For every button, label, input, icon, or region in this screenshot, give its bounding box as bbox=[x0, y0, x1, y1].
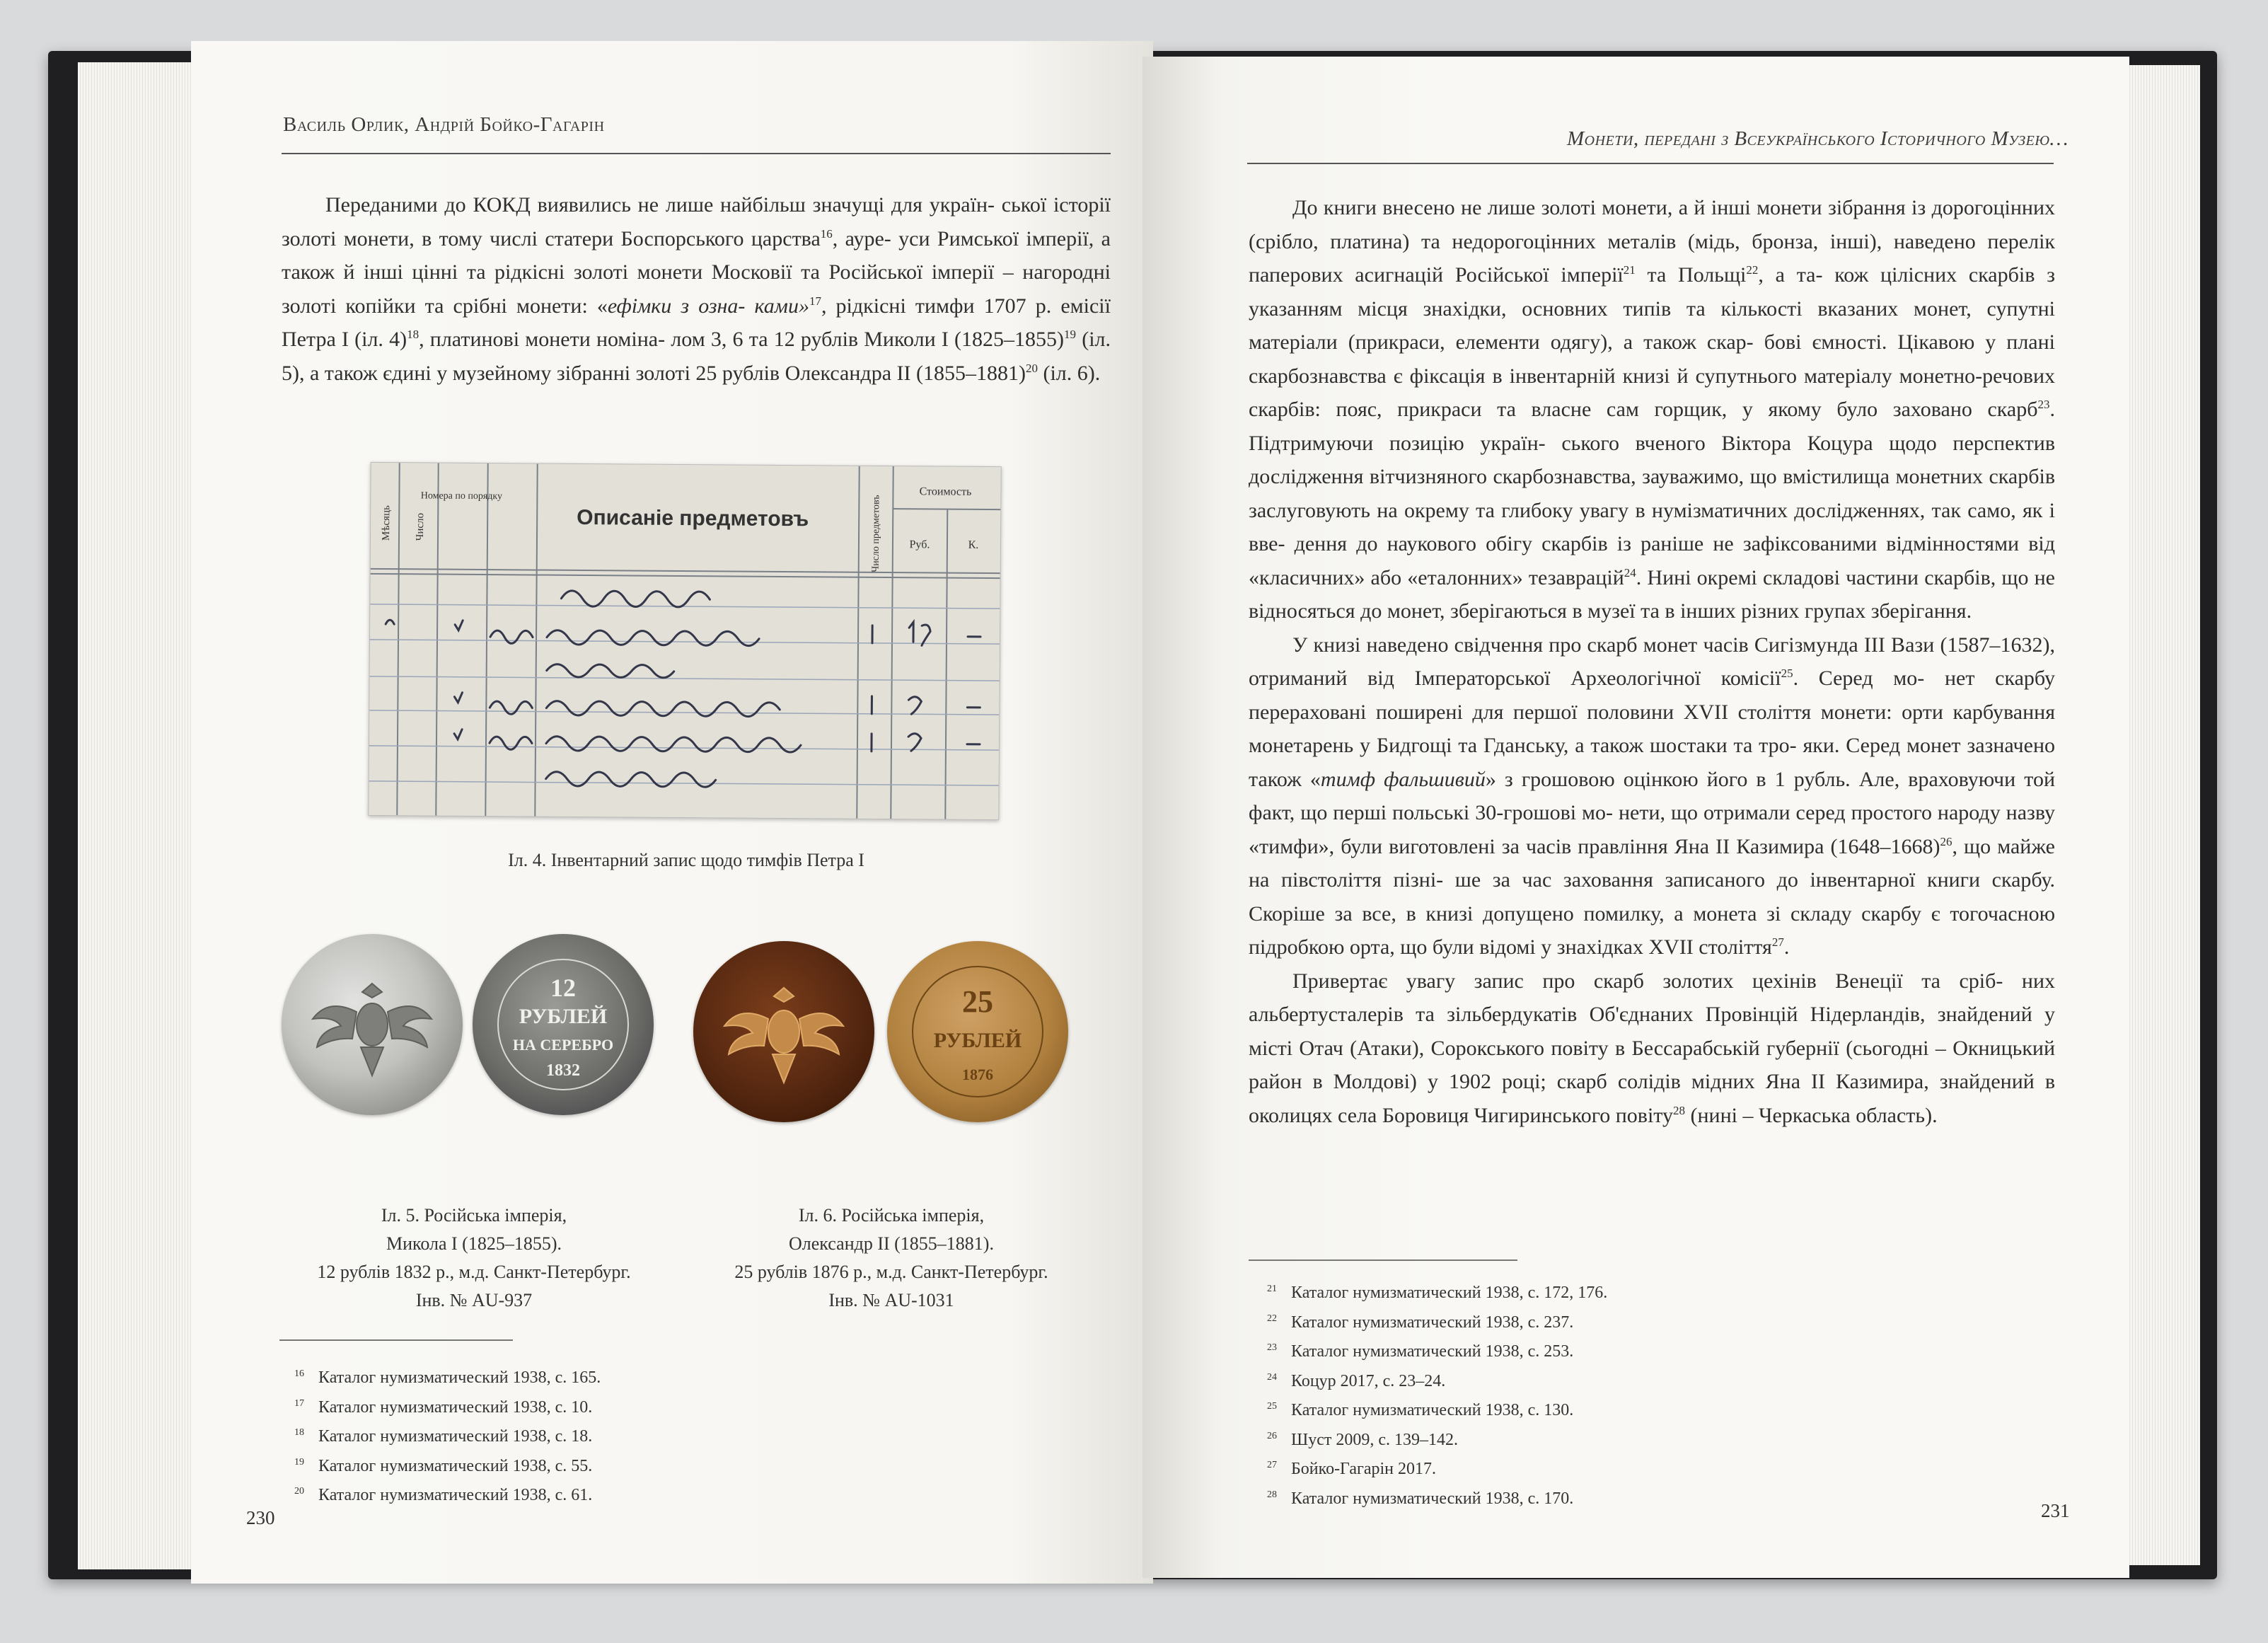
footnote-ref[interactable]: 25 bbox=[1781, 667, 1793, 680]
text-line: його в 1 рубль. Але, враховуючи той факт, що перші польські 30-грошові мо- bbox=[1249, 767, 2056, 824]
text-line: , ауре- bbox=[832, 226, 891, 250]
text-line: . Серед мо- bbox=[1793, 667, 1925, 690]
coin6-value: 25 bbox=[962, 984, 993, 1019]
text-line: кож цілісних скарбів з указанням місця знахідки, основних типів та кількості bbox=[1249, 263, 2055, 321]
footnote-21: 21 Каталог нумизматический 1938, с. 172, 176. bbox=[1267, 1284, 1608, 1302]
left-page bbox=[191, 41, 1153, 1584]
text-line: Російської імперії – нагородні золоті копійки та срібні монети: « bbox=[282, 260, 1111, 318]
caption-line: Іл. 6. Російська імперія, bbox=[798, 1205, 985, 1226]
caption-line: Інв. № AU-937 bbox=[415, 1290, 533, 1310]
text-line: орти карбування монетарень у Бидгощі та Гданську, а також шостаки та тро- bbox=[1249, 700, 2056, 757]
text-line: лом 3, 6 та 12 рублів Миколи І (1825–1855) bbox=[671, 328, 1065, 351]
italic-text: тимф фальшивий bbox=[1320, 767, 1486, 791]
footnote-17: 17 Каталог нумизматический 1938, с. 10. bbox=[294, 1397, 593, 1417]
footnote-ref[interactable]: 17 bbox=[809, 294, 821, 308]
text-line: на окрему та глибоку увагу в нумізматичних дослідженнях, так само, як і вве- bbox=[1249, 498, 2056, 555]
figure6-caption bbox=[700, 1201, 1082, 1315]
left-body-text bbox=[282, 188, 1111, 390]
coin5-metal: НА СЕРЕБРО bbox=[512, 1036, 614, 1054]
text-line: (сьогодні – Окницький район в Молдові) у 1902 році; скарб солідів мідних bbox=[1249, 1036, 2056, 1093]
right-footnotes bbox=[1249, 1276, 1885, 1511]
footnote-ref[interactable]: 27 bbox=[1771, 935, 1784, 949]
italic-text: ефімки з озна- bbox=[607, 294, 746, 318]
running-header-right: Монети, передані з Всеукраїнського Історичного Музею… bbox=[1567, 127, 2069, 150]
text-line: До книги внесено не лише золоті монети, а й інші монети зібрання із bbox=[1292, 196, 1926, 219]
footnote-ref[interactable]: 26 bbox=[1940, 834, 1952, 848]
double-eagle-icon bbox=[693, 941, 874, 1122]
text-line: Переданими до КОКД виявились не лише найбільш значущі для україн- bbox=[325, 193, 995, 217]
text-line: дення до наукового обігу скарбів із раніше не зафіксованими відмінностями bbox=[1294, 532, 2020, 555]
coin6-unit: РУБЛЕЙ bbox=[933, 1029, 1022, 1052]
text-line: Привертає увагу запис про скарб золотих цехінів Венеції та сріб- bbox=[1292, 969, 2003, 993]
page-number-right: 231 bbox=[2041, 1500, 2070, 1521]
inventory-ledger-photo bbox=[368, 462, 1001, 820]
footnote-28: 28 Каталог нумизматический 1938, с. 170. bbox=[1267, 1489, 1574, 1508]
footnote-23: 23 Каталог нумизматический 1938, с. 253. bbox=[1267, 1342, 1574, 1361]
footnote-22: 22 Каталог нумизматический 1938, с. 237. bbox=[1267, 1313, 1574, 1332]
text-line: (іл. 6). bbox=[1037, 361, 1101, 385]
text-line: . Нині окремі складові частини bbox=[1636, 565, 1919, 589]
page-number-left: 230 bbox=[246, 1507, 275, 1528]
text-line: (нині – Черкаська область). bbox=[1690, 1103, 1938, 1127]
coin-12-rubles-svg bbox=[473, 934, 654, 1115]
text-line: наведено перелік паперових асигнацій Російської імперії bbox=[1249, 229, 2055, 287]
text-line: ського вченого Віктора Коцура щодо перспектив дослідження вітчизняного bbox=[1249, 431, 2055, 488]
footnote-ref[interactable]: 23 bbox=[2037, 398, 2050, 411]
ledger-header-kop: К. bbox=[968, 538, 979, 551]
footnote-ref[interactable]: 19 bbox=[1064, 328, 1077, 341]
footnote-rule bbox=[279, 1339, 513, 1341]
text-line: ської історії золоті монети, в тому числі статери Боспорського царства bbox=[282, 193, 1111, 250]
text-line: скарбознавства, зауважимо, що вмістилища монетних скарбів заслуговують bbox=[1249, 465, 2055, 522]
text-line: нети, що отримали серед простого народу назву «тимфи», були виготовлені за bbox=[1249, 801, 2055, 858]
coin5-year: 1832 bbox=[546, 1061, 580, 1080]
footnote-27: 27 Бойко-Гагарін 2017. bbox=[1267, 1460, 1436, 1478]
text-line: (іл. 5), а також єдині у музейному bbox=[282, 328, 1111, 385]
coin-obverse-eagle-silver bbox=[282, 934, 463, 1115]
text-line: знайдений у місті Отач (Атаки), Сорокського повіту в Бессарабській губернії bbox=[1249, 1003, 2055, 1060]
page-edges-left bbox=[78, 62, 191, 1569]
text-line: та Польщі bbox=[1635, 263, 1747, 287]
footnote-25: 25 Каталог нумизматический 1938, с. 130. bbox=[1267, 1401, 1574, 1419]
ledger-header-count: Число предметовъ bbox=[870, 495, 882, 572]
text-line: них альбертусталерів та зільбердукатів Об'єднаних Провінцій Нідерландів, bbox=[1249, 969, 2056, 1026]
footnote-ref[interactable]: 20 bbox=[1025, 361, 1038, 375]
ledger-header-description: Описаніе предметовъ bbox=[577, 505, 809, 531]
footnote-ref[interactable]: 18 bbox=[407, 328, 420, 341]
text-line: скарбів, що не відносяться до монет, зберігаються в музеї та в інших різних bbox=[1249, 565, 2055, 623]
header-rule bbox=[282, 153, 1111, 154]
caption-line: Микола І (1825–1855). bbox=[386, 1233, 562, 1254]
text-line: » з грошовою оцінкою bbox=[1485, 767, 1699, 791]
text-line: уси Римської імперії, а також й інші цінні та рідкісні золоті монети Московії та bbox=[282, 226, 1111, 284]
coin5-unit: РУБЛЕЙ bbox=[519, 1005, 608, 1028]
text-line: сам горщик, у якому було заховано скарб bbox=[1606, 398, 2038, 421]
coin-obverse-eagle-gold bbox=[693, 941, 874, 1122]
ledger-svg bbox=[369, 463, 1000, 819]
text-line: . Підтримуючи позицію україн- bbox=[1249, 398, 2055, 455]
ledger-header-rub: Руб. bbox=[909, 538, 930, 551]
text-line: нет скарбу перераховані поширені для першої половини XVII століття монети: bbox=[1249, 667, 2055, 724]
text-line: часів правління Яна ІІ Казимира (1648–1668) bbox=[1525, 834, 1940, 858]
footnote-ref[interactable]: 22 bbox=[1746, 263, 1759, 277]
text-line: дорогоцінних (срібло, платина) та недорогоцінних металів (мідь, бронза, інші), bbox=[1249, 196, 2055, 253]
coin5-value: 12 bbox=[550, 974, 576, 1002]
right-paragraph-1 bbox=[1249, 191, 2055, 628]
footnote-16: 16 Каталог нумизматический 1938, с. 165. bbox=[294, 1368, 601, 1387]
text-line: , платинові монети номіна- bbox=[419, 328, 666, 351]
text-line: Яна ІІ Казимира, знайдений в околицях села Боровиця Чигиринського повіту bbox=[1249, 1070, 2056, 1127]
text-line: , а та- bbox=[1758, 263, 1823, 287]
left-footnotes bbox=[276, 1361, 913, 1509]
right-paragraph-2 bbox=[1249, 628, 2055, 964]
footnote-26: 26 Шуст 2009, с. 139–142. bbox=[1267, 1430, 1459, 1449]
text-line: групах зберігання. bbox=[1804, 599, 1972, 623]
text-line: , рідкісні тимфи 1707 р. емісії Петра І (іл. 4) bbox=[282, 294, 1111, 351]
text-line: від «класичних» або «еталонних» тезаврацій bbox=[1249, 532, 2055, 589]
running-header-left: Василь Орлик, Андрій Бойко-Гагарін bbox=[283, 113, 605, 136]
text-line: . bbox=[1783, 935, 1790, 959]
footnote-ref[interactable]: 28 bbox=[1673, 1103, 1686, 1117]
text-line: в книзі допущено помилку, а монета зі складу скарбу є тогочасною підробкою bbox=[1249, 901, 2056, 959]
text-line: зібранні золоті 25 рублів Олександра ІІ (1855–1881) bbox=[556, 361, 1026, 385]
caption-line: Іл. 5. Російська імперія, bbox=[381, 1205, 567, 1226]
footnote-20: 20 Каталог нумизматический 1938, с. 61. bbox=[294, 1486, 593, 1504]
text-line: У книзі наведено свідчення про скарб монет часів Сигізмунда ІІІ Вази bbox=[1292, 633, 1935, 657]
right-body-text bbox=[1249, 191, 2055, 1132]
footnote-ref[interactable]: 21 bbox=[1623, 263, 1636, 277]
text-line: яки. Серед монет зазначено також « bbox=[1249, 734, 2055, 791]
left-paragraph bbox=[282, 188, 1111, 390]
text-line: й супутнього матеріалу монетно-речових скарбів: пояс, прикраси та власне bbox=[1249, 364, 2056, 421]
right-paragraph-3 bbox=[1249, 964, 2055, 1133]
italic-text: ками» bbox=[754, 294, 809, 318]
coin-reverse-12-rubles bbox=[473, 934, 654, 1115]
double-eagle-icon bbox=[282, 934, 463, 1115]
footnote-19: 19 Каталог нумизматический 1938, с. 55. bbox=[294, 1456, 593, 1475]
right-page bbox=[1142, 57, 2129, 1578]
footnote-18: 18 Каталог нумизматический 1938, с. 18. bbox=[294, 1427, 593, 1446]
footnote-ref[interactable]: 16 bbox=[820, 226, 833, 241]
text-line: бові ємності. Цікавою у плані скарбознавства є фіксація в інвентарній книзі bbox=[1249, 330, 2056, 388]
footnote-ref[interactable]: 24 bbox=[1624, 565, 1636, 580]
caption-line: Інв. № AU-1031 bbox=[828, 1290, 954, 1310]
header-rule bbox=[1247, 163, 2054, 164]
footnote-24: 24 Коцур 2017, с. 23–24. bbox=[1267, 1371, 1446, 1390]
text-line: , що майже на півстоліття пізні- bbox=[1249, 834, 2055, 892]
text-line: вказаних монет, супутні матеріали (прикраси, елементи одягу), а також скар- bbox=[1249, 296, 2055, 354]
coin6-year: 1876 bbox=[962, 1066, 993, 1083]
ledger-header-value: Стоимость bbox=[919, 485, 972, 498]
text-line: (1587–1632), отриманий від Імператорської Археологічної комісії bbox=[1249, 633, 2055, 690]
caption-line: 12 рублів 1832 р., м.д. Санкт-Петербург. bbox=[317, 1262, 631, 1282]
ledger-header-number: Номера по порядку bbox=[420, 490, 503, 502]
text-line: ше за час заховання записаного до інвентарної книги скарбу. Скоріше за все, bbox=[1249, 868, 2056, 926]
figure5-caption bbox=[297, 1201, 651, 1315]
caption-line: Олександр ІІ (1855–1881). bbox=[789, 1233, 994, 1254]
footnote-rule bbox=[1249, 1259, 1517, 1261]
figure4-caption: Іл. 4. Інвентарний запис щодо тимфів Петра І bbox=[508, 850, 864, 870]
coin-reverse-25-rubles bbox=[887, 941, 1068, 1122]
ledger-header-day: Число bbox=[414, 512, 427, 541]
text-line: орта, що були відомі у знахідках XVII століття bbox=[1349, 935, 1772, 959]
caption-line: 25 рублів 1876 р., м.д. Санкт-Петербург. bbox=[734, 1262, 1048, 1282]
ledger-header-month: Мѣсяць bbox=[380, 505, 393, 541]
coin-25-rubles-svg bbox=[887, 941, 1068, 1122]
